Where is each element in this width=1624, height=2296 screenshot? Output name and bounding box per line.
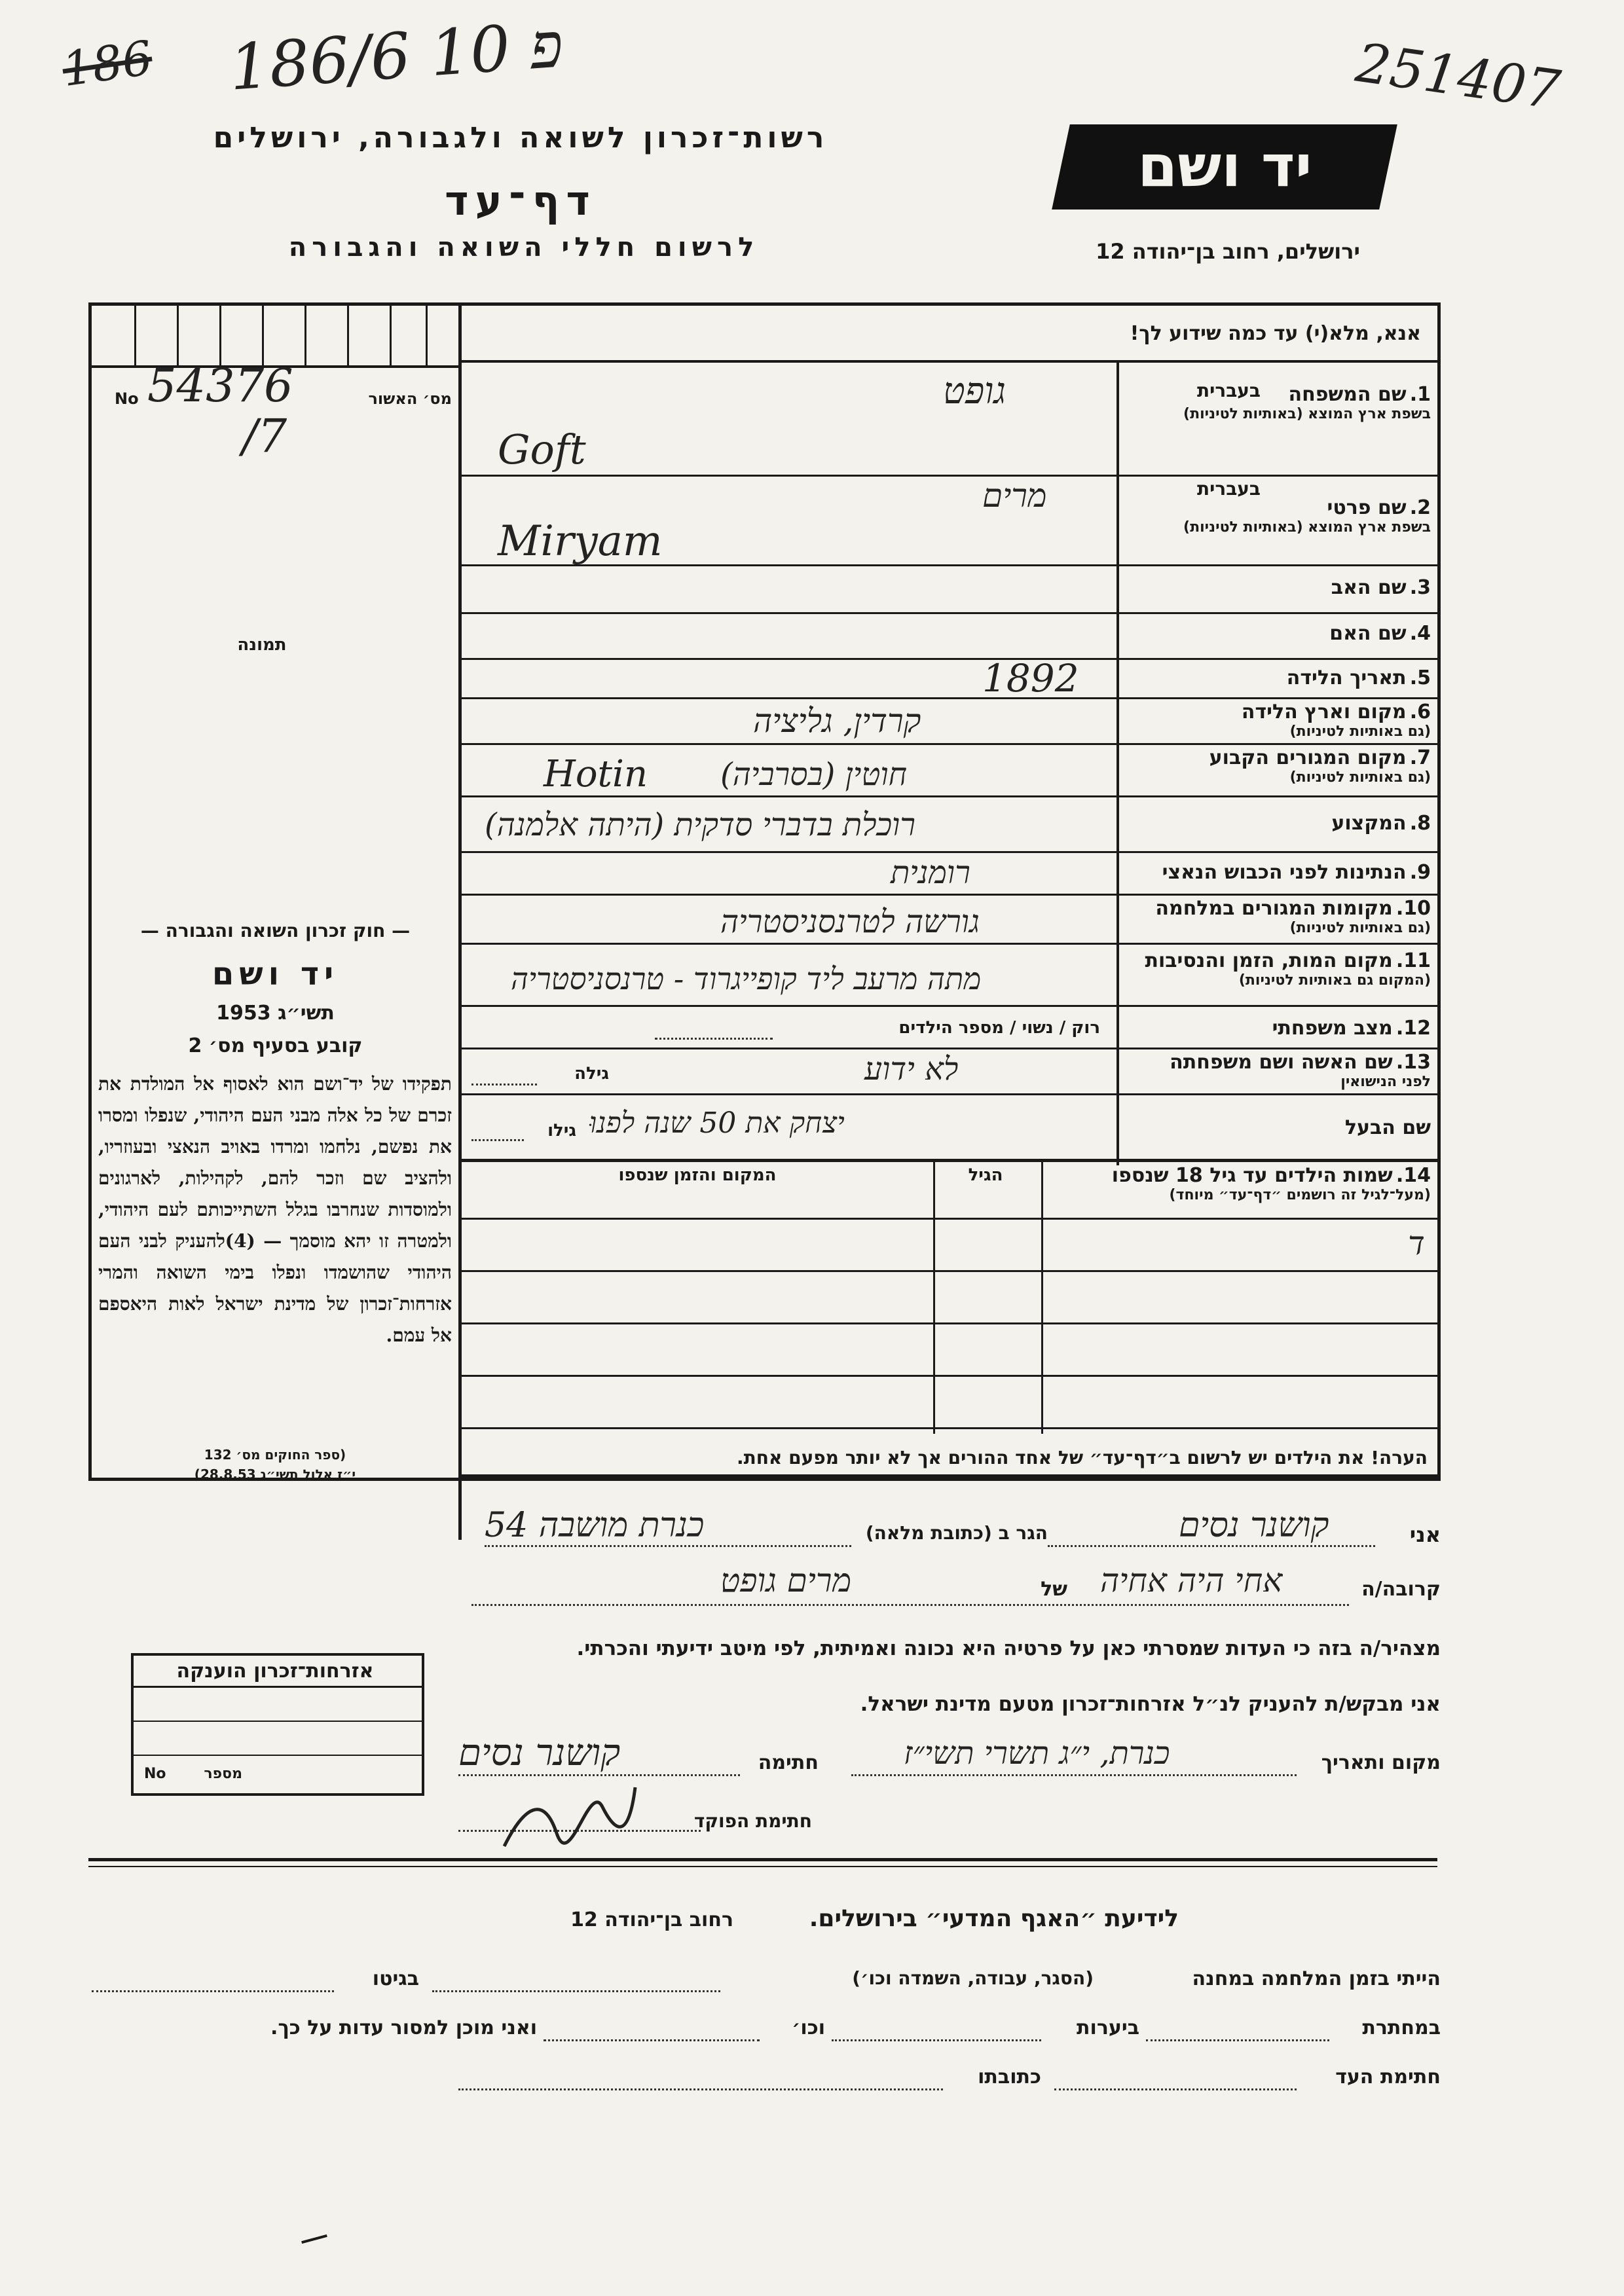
footer-line2-underground: במחתרת xyxy=(1362,2016,1441,2039)
footer-line1-camp: הייתי בזמן המלחמה במחנה xyxy=(1192,1967,1441,1990)
profession-value: רוכלת בדברי סדקית (היתה אלמנה) xyxy=(485,807,915,843)
clerk-signature-scribble xyxy=(498,1768,642,1859)
corner-reference-number: 251407 xyxy=(1352,31,1564,122)
address-label: הגר ב (כתובת מלאה) xyxy=(865,1522,1048,1544)
relation-value: אחי היה אחיה xyxy=(1100,1561,1283,1599)
law-clause: קובע בסעיף מס׳ 2 xyxy=(188,1034,363,1057)
law-year: תשי״ג 1953 xyxy=(216,1002,335,1025)
of-value: מרים גופט xyxy=(720,1561,852,1599)
footer-addressee-address: רחוב בן־יהודה 12 xyxy=(570,1908,733,1931)
field-label-mother-name: 4. שם האם xyxy=(1329,622,1431,645)
death-details-value: מתה מרעב ליד קופייגרוד - טרנסניסטריה xyxy=(511,961,982,996)
residence-value: חוטין (בסרביה) xyxy=(720,756,908,793)
field-label-father-name: 3. שם האב xyxy=(1331,576,1431,599)
approval-number-value: 54376 xyxy=(147,359,293,412)
approval-number-suffix: /7 xyxy=(242,409,287,463)
declarant-i-label: אני xyxy=(1409,1522,1441,1547)
instruction-text: אנא, מלא(י) עד כמה שידוע לך! xyxy=(1130,322,1421,345)
photo-label: תמונה xyxy=(237,635,287,655)
field-label-marital-status: 12. מצב משפחתי xyxy=(1272,1017,1431,1040)
footer-line2-forests: ביערות xyxy=(1077,2016,1139,2039)
husband-age-label: גילו xyxy=(547,1121,576,1140)
children-col-place: המקום והזמן שנספו xyxy=(618,1165,777,1185)
children-col-age: הגיל xyxy=(968,1165,1003,1185)
authority-name: רשות־זכרון לשואה ולגבורה, ירושלים xyxy=(213,121,828,155)
nationality-value: רומנית xyxy=(891,854,970,891)
citizenship-no-prefix: No xyxy=(144,1766,166,1782)
field-hebrew-tag-2: בעברית xyxy=(1196,478,1261,500)
citizenship-box-title: אזרחות־זכרון הוענקה xyxy=(176,1660,374,1683)
birth-date-value: 1892 xyxy=(982,656,1079,701)
bottom-mark xyxy=(301,2234,327,2244)
form-title: דף־עד xyxy=(445,177,597,225)
approval-number-prefix: No xyxy=(115,390,139,408)
field-label-wife-name: 13. שם האשה ושם משפחתה לפני הנישואין xyxy=(1170,1051,1431,1090)
first-name-latin: Miryam xyxy=(498,517,663,566)
residence-latin: Hotin xyxy=(544,753,648,795)
law-footnote-1: (ספר החוקים מס׳ 132 xyxy=(204,1447,346,1463)
children-table-title: 14. שמות הילדים עד גיל 18 שנספו (מעל־לגיל זה רושמים ״דף־עד״ מיוחד) xyxy=(1111,1164,1431,1203)
place-date-value: כנרת, י״ג תשרי תשי״ז xyxy=(904,1735,1170,1772)
note-text: הערה! את הילדים יש לרשום ב״דף־עד״ של אחד ההורים אך לא יותר מפעם אחת. xyxy=(736,1447,1428,1468)
field-label-first-name: 2. שם פרטי בשפת ארץ המוצא (באותיות לטיניות) xyxy=(1183,496,1431,536)
form-subtitle: לרשום חללי השואה והגבורה xyxy=(288,232,760,263)
field-label-family-name: 1. שם המשפחה בשפת ארץ המוצא (באותיות לטיניות) xyxy=(1183,383,1431,422)
declarant-name: קושנר נסים xyxy=(1179,1506,1329,1545)
law-title: — חוק זכרון השואה והגבורה — xyxy=(140,920,411,941)
header-address: ירושלים, רחוב בן־יהודה 12 xyxy=(1096,239,1360,264)
footer-line2-ready: ואני מוכן למסור עדות על כך. xyxy=(270,2016,537,2039)
approval-number-label: מס׳ האשור xyxy=(368,390,452,408)
relation-label: קרובה/ה xyxy=(1361,1578,1441,1601)
field-label-residence: 7. מקום המגורים הקבוע (גם באותיות לטיניות) xyxy=(1209,746,1431,786)
field-label-death-details: 11. מקום המות, הזמן והנסיבות (המקום גם באותיות לטיניות) xyxy=(1145,949,1431,989)
law-footnote-2: י״ז אלול תשי״ג 28.8.53) xyxy=(194,1467,356,1482)
field-label-profession: 8. המקצוע xyxy=(1331,812,1431,835)
footer-line2-etc: וכו׳ xyxy=(792,2016,825,2039)
place-date-label: מקום ותאריך xyxy=(1321,1751,1441,1774)
field-label-wartime-residence: 10. מקומות המגורים במלחמה (גם באותיות לטיניות) xyxy=(1155,897,1431,936)
of-label: של xyxy=(1041,1578,1067,1601)
field-hebrew-tag-1: בעברית xyxy=(1196,380,1261,401)
footer-line1-ghetto: בגיטו xyxy=(372,1967,419,1990)
field-label-birth-date: 5. תאריך הלידה xyxy=(1286,666,1431,689)
field-label-nationality: 9. הנתינות לפני הכבוש הנאצי xyxy=(1162,861,1431,884)
family-name-hebrew: גופט xyxy=(943,370,1006,412)
children-row-1-name: ד xyxy=(1408,1224,1425,1262)
clerk-signature-label: חתימת הפוקד xyxy=(693,1810,812,1832)
wartime-residence-value: גורשה לטרנסניסטריה xyxy=(720,903,980,940)
declarant-address: כנרת מושבה 54 xyxy=(485,1506,705,1545)
husband-name-value: יצחק את 50 שנה לפנוּ xyxy=(589,1106,845,1140)
signature-label: חתימה xyxy=(758,1751,819,1774)
field-label-husband-name: שם הבעל xyxy=(1344,1116,1431,1139)
family-name-latin: Goft xyxy=(498,426,586,473)
field-label-birth-place: 6. מקום וארץ הלידה (גם באותיות לטיניות) xyxy=(1241,701,1431,740)
affirmation-text: מצהיר/ה בזה כי העדות שמסרתי כאן על פרטיה היא נכונה ואמיתית, לפי מיטב ידיעתי והכרתי. xyxy=(576,1637,1441,1660)
citizenship-number-label: מספר xyxy=(204,1766,242,1782)
first-name-hebrew: מרים xyxy=(982,477,1047,515)
wife-name-value: לא ידוע xyxy=(864,1051,959,1087)
footer-line3-address: כתובתו xyxy=(978,2066,1041,2088)
law-body: תפקידו של יד־ושם הוא לאסוף אל המולדת את זכרם של כל אלה מבני העם היהודי, שנפלו ומסרו את נפשם, נלחמו ומרדו באויב הנאצי ובעוזריו, ולהציב שם וזכר להם, לקהילות, לארגונים ולמוסדות שנחרבו בגלל השתייכותם לעם היהודי, ולמטרה זו יהא מוסמך — (4)להעניק לבני העם היהודי שהושמדו ונפלו בימי השואה והמרי אזרחות־זכרון של מדינת ישראל לאות היאספם אל עמם. xyxy=(98,1073,452,1346)
birth-place-value: קרדין, גליציה xyxy=(753,702,921,740)
marital-status-options: רוק / נשוי / מספר הילדים xyxy=(898,1018,1100,1038)
signature-value: קושנר נסים xyxy=(458,1732,621,1774)
law-name: יד ושם xyxy=(212,956,339,993)
request-text: אני מבקש/ת להעניק לנ״ל אזרחות־זכרון מטעם מדינת ישראל. xyxy=(860,1692,1441,1716)
crossed-reference-number: 186 xyxy=(58,29,156,98)
footer-addressee: לידיעת ״האגף המדעי״ בירושלים. xyxy=(809,1905,1179,1932)
yad-vashem-logo: יד ושם xyxy=(1052,124,1397,210)
footer-line3-witness-sign: חתימת העד xyxy=(1335,2066,1441,2088)
handwritten-reference: 186/6 פ 10 xyxy=(227,8,566,105)
wife-age-label: גילה xyxy=(574,1064,609,1084)
footer-line1-types: (הסגר, עבודה, השמדה וכו׳) xyxy=(852,1967,1094,1989)
